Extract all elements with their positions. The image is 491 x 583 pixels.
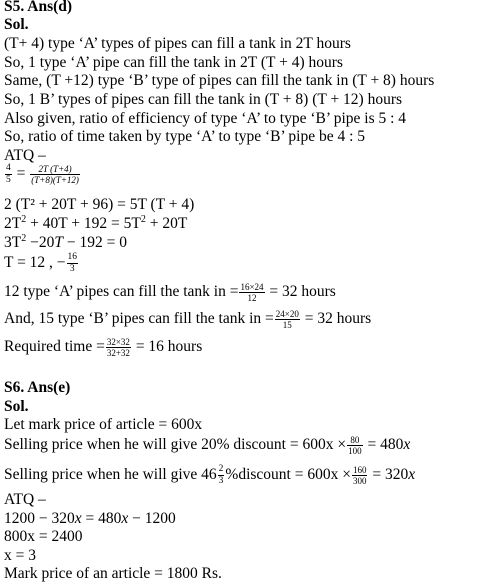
s5-atq: ATQ – <box>4 147 46 164</box>
s5-line-6: So, ratio of time taken by type ‘A’ to type ‘B’ pipe be 4 : 5 <box>4 128 366 145</box>
s6-l2-fraction <box>347 435 363 456</box>
s6-line-5 <box>4 510 176 528</box>
l10-d: − 192 = 0 <box>62 234 127 251</box>
l11-fraction <box>67 252 79 275</box>
s6-l5-a: 1200 − 320 <box>4 510 75 527</box>
s5-line-1: (T+ 4) type ‘A’ types of pipes can fill a tank in 2T hours <box>4 35 351 52</box>
l12-b: = 32 hours <box>265 283 336 300</box>
l9-c: + 20T <box>145 215 188 232</box>
l13-den: 15 <box>282 319 292 330</box>
s5-line-13 <box>4 306 371 332</box>
s6-line-7: x = 3 <box>4 547 36 564</box>
eq1-lhs-den: 5 <box>6 174 11 185</box>
s5-line-4: So, 1 B’ types of pipes can fill the tank in (T + 8) (T + 12) hours <box>4 91 403 108</box>
l12-num: 16×24 <box>240 281 264 292</box>
s6-l3-mixed-fraction <box>218 464 225 487</box>
s5-line-9 <box>4 215 187 233</box>
l14-a: Required time = <box>4 338 105 355</box>
s6-line-8: Mark price of an article = 1800 Rs. <box>4 565 222 582</box>
l12-a: 12 type ‘A’ pipes can fill the tank in = <box>4 283 239 300</box>
s6-l3-fraction <box>352 465 368 486</box>
l10-b: −20 <box>26 234 55 251</box>
s6-line-3 <box>4 462 415 488</box>
l14-den: 32+32 <box>106 347 130 358</box>
eq1-lhs-fraction <box>5 163 12 186</box>
l10-sup: 2 <box>21 232 27 244</box>
s5-line-2: So, 1 type ‘A’ pipe can fill the tank in 2T (T + 4) hours <box>4 54 343 71</box>
s5-sol-label: Sol. <box>4 16 29 33</box>
eq1-rhs-den: (T+8)(T+12) <box>31 174 79 185</box>
s6-l5-b: = 480 <box>81 510 122 527</box>
s6-l2-a: Selling price when he will give 20% discount = 600x × <box>4 436 347 453</box>
s5-equation-1 <box>4 162 81 186</box>
s5-line-14 <box>4 334 202 360</box>
l9-sup2: 2 <box>140 213 146 225</box>
s6-l3-a: Selling price when he will give 46 <box>4 466 217 483</box>
s6-l5-x1: x <box>74 510 82 527</box>
s6-line-2 <box>4 432 410 458</box>
s5-line-12 <box>4 279 336 305</box>
s6-l3-c: = 320 <box>368 466 409 483</box>
l9-a: 2T <box>4 215 22 232</box>
s6-l3-mixnum: 2 <box>218 463 224 474</box>
eq1-rhs-num: 2T (T+4) <box>30 164 80 175</box>
l11-num: 16 <box>67 251 78 262</box>
eq1-equals: = <box>12 165 30 182</box>
l10-c: T <box>54 234 63 251</box>
s6-atq: ATQ – <box>4 491 46 508</box>
s6-l5-c: − 1200 <box>128 510 176 527</box>
l14-b: = 16 hours <box>131 338 203 355</box>
l12-fraction <box>239 282 264 303</box>
s6-l3-num: 160 <box>352 464 367 475</box>
s6-line-1: Let mark price of article = 600x <box>4 416 203 433</box>
l11-a: T = 12 , − <box>4 254 66 271</box>
l10-a: 3T <box>4 234 22 251</box>
l14-num: 32×32 <box>106 336 130 347</box>
s6-l2-b: = 480 <box>363 436 404 453</box>
l12-den: 12 <box>247 292 257 303</box>
l13-a: And, 15 type ‘B’ pipes can fill the tank in = <box>4 310 274 327</box>
s6-l2-den: 100 <box>348 445 362 456</box>
s6-line-6: 800x = 2400 <box>4 528 83 545</box>
s5-line-8: 2 (T² + 20T + 96) = 5T (T + 4) <box>4 196 195 213</box>
l13-num: 24×20 <box>275 308 299 319</box>
l14-fraction <box>106 337 131 358</box>
l13-fraction <box>275 309 300 330</box>
l9-sup: 2 <box>21 213 27 225</box>
s6-l3-den: 300 <box>352 475 367 486</box>
eq1-rhs-fraction <box>30 164 80 185</box>
s6-l2-num: 80 <box>347 435 363 446</box>
s5-line-5: Also given, ratio of efficiency of type ‘A’ to type ‘B’ pipe is 5 : 4 <box>4 110 407 127</box>
l9-b: + 40T + 192 = 5T <box>26 215 141 232</box>
s6-l3-x: x <box>408 466 416 483</box>
s5-heading: S5. Ans(d) <box>4 0 73 15</box>
s6-heading: S6. Ans(e) <box>4 379 71 396</box>
s6-l3-mixden: 3 <box>218 475 224 486</box>
s5-line-11 <box>4 250 79 276</box>
eq1-lhs-num: 4 <box>6 162 11 173</box>
s5-line-3: Same, (T +12) type ‘B’ type of pipes can fill the tank in (T + 8) hours <box>4 72 435 89</box>
s6-sol-label: Sol. <box>4 398 29 415</box>
l13-b: = 32 hours <box>300 310 372 327</box>
s6-l5-x2: x <box>121 510 129 527</box>
s6-l2-x: x <box>403 436 411 453</box>
l11-den: 3 <box>69 263 75 274</box>
s6-l3-b: %discount = 600x × <box>225 466 351 483</box>
